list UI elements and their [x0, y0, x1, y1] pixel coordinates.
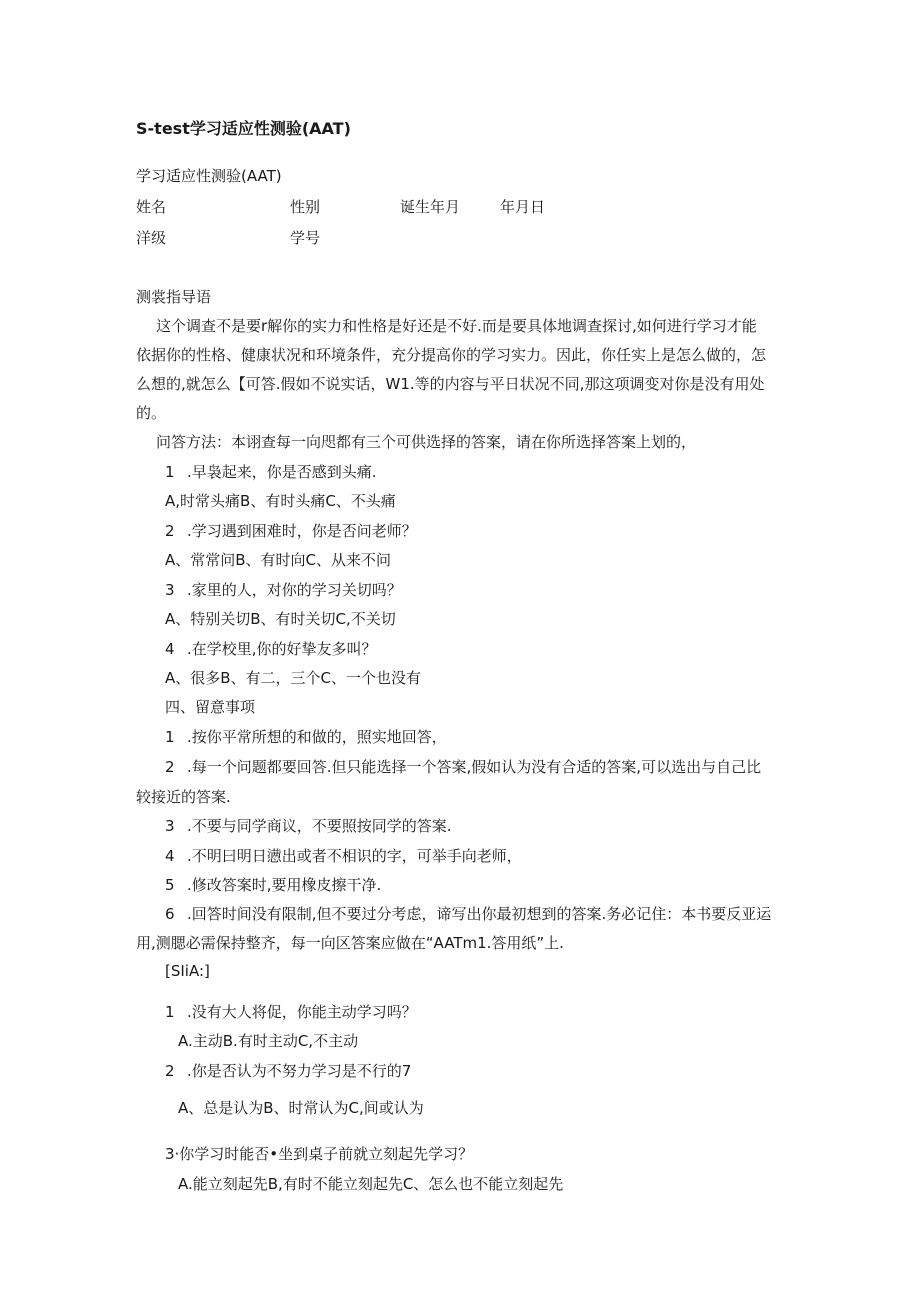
question-text: .在学校里,你的好挚友多叫？ [187, 640, 377, 658]
item-number: 2 [165, 522, 175, 540]
note-text: .回答时间没有限制,但不要过分考虑，谛写出你最初想到的答案.务必记住：本书要反亚运 [187, 905, 772, 923]
note-text: .按你平常所想的和做的，照实地回答， [187, 728, 447, 746]
subtitle: 学习适应性测验(AAT) [136, 167, 282, 185]
document-title: S-test学习适应性测验(AAT) [136, 119, 351, 138]
note-text: .不要与同学商议，不要照按同学的答案. [187, 817, 452, 835]
item-number: 4 [165, 640, 175, 658]
intro-line: 依据你的性格、健康状况和环境条件，充分提高你的学习实力。因此，你任实上是怎么做的，怎 [136, 346, 767, 364]
example-answer: A、特别关切B、有时关切C,不关切 [165, 610, 396, 628]
guide-heading: 测裳指导语 [136, 288, 212, 306]
note-text: .修改答案时,要用橡皮擦干净. [187, 876, 382, 894]
example-question [165, 638, 377, 659]
question-item [165, 1060, 411, 1081]
example-answer: A、很多B、有二，三个C、一个也没有 [165, 669, 422, 687]
note-continuation: 用,测腮必需保持整齐，每一向区答案应做在“AATm1.答用纸”上. [136, 934, 564, 952]
example-answer: A,时常头痛B、有时头痛C、不头痛 [165, 492, 396, 510]
example-answer: A、常常问B、有时向C、从来不问 [165, 551, 392, 569]
note-item [165, 756, 761, 777]
example-question [165, 579, 402, 600]
name-label: 姓名 [136, 198, 167, 216]
method-line: 问答方法：本诩查每一向咫都有三个可供选择的答案，请在你所选择答案上划的， [156, 433, 697, 451]
item-number: 5 [165, 876, 175, 894]
item-number: 2 [165, 1062, 175, 1080]
item-number: 2 [165, 758, 175, 776]
item-number: 6 [165, 905, 175, 923]
example-question [165, 461, 377, 482]
question-text: .早袅起来，你是否感到头痛. [187, 463, 377, 481]
item-number: 1 [165, 728, 175, 746]
question-item [165, 1001, 417, 1022]
class-label: 洋级 [136, 229, 167, 247]
question-text: .你是否认为不努力学习是不行的7 [187, 1062, 412, 1080]
notes-heading: 四、留意事项 [165, 698, 256, 716]
birth-label: 诞生年月 [400, 198, 461, 216]
item-number: 1 [165, 1003, 175, 1021]
question-answer: A.主动B.有时主动C,不主动 [178, 1032, 359, 1050]
question-text: .学习遇到困难时，你是否问老师？ [187, 522, 417, 540]
example-question [165, 520, 417, 541]
gender-label: 性别 [290, 198, 321, 216]
item-number: 3 [165, 817, 175, 835]
question-item: 3·你学习时能否•坐到桌子前就立刻起先学习？ [165, 1145, 474, 1163]
question-answer: A、总是认为B、时常认为C,间或认为 [178, 1099, 424, 1117]
date-label: 年月日 [500, 198, 546, 216]
note-text: .每一个问题都要回答.但只能选择一个答案,假如认为没有合适的答案,可以选出与自己比 [187, 758, 762, 776]
note-item [165, 726, 447, 747]
question-text: .没有大人将促，你能主动学习吗？ [187, 1003, 417, 1021]
section-mark: [SIiA:] [165, 962, 210, 980]
student-no-label: 学号 [290, 229, 321, 247]
intro-line: 的。 [136, 404, 167, 422]
note-text: .不明曰明日懑出或者不相识的字，可举手向老师， [187, 847, 522, 865]
item-number: 3 [165, 581, 175, 599]
note-item [165, 815, 452, 836]
note-continuation: 较接近的答案. [136, 788, 231, 806]
intro-line: 这个调查不是要r解你的实力和性格是好还是不好.而是要具体地调查探讨,如何进行学习才能 [156, 317, 757, 335]
note-item [165, 874, 381, 895]
question-text: .家里的人，对你的学习关切吗？ [187, 581, 402, 599]
item-number: 4 [165, 847, 175, 865]
question-answer: A.能立刻起先B,有时不能立刻起先C、怎么也不能立刻起先 [178, 1175, 564, 1193]
note-item [165, 845, 522, 866]
item-number: 1 [165, 463, 175, 481]
note-item [165, 903, 771, 924]
intro-line: 么想的,就怎么【可答.假如不说实话，W1.等的内容与平日状况不同,那这项调变对你是没有用处 [136, 375, 765, 393]
